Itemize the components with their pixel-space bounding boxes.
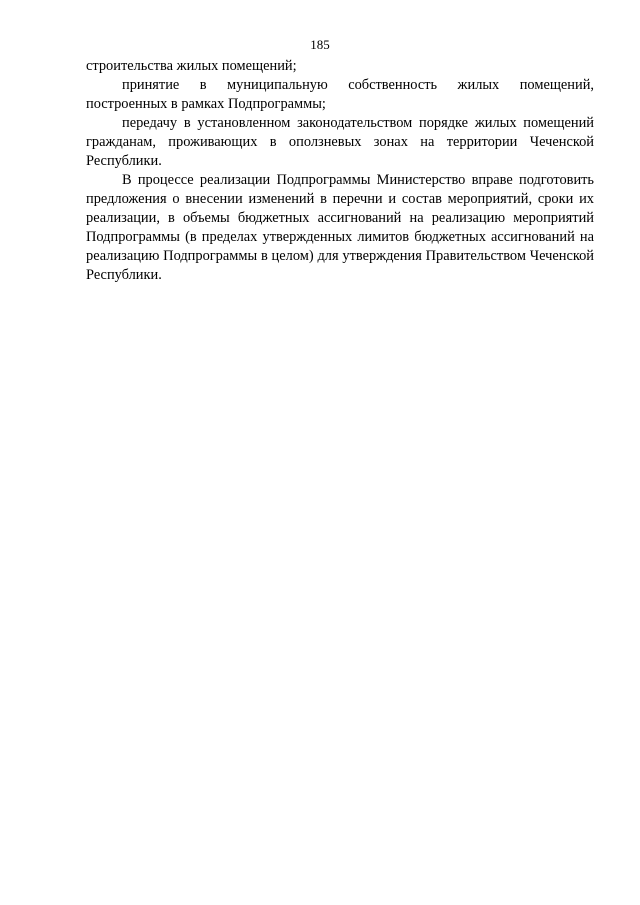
document-body bbox=[86, 57, 594, 285]
paragraph-municipal-ownership: принятие в муниципальную собственность жилых помещений, построенных в рамках Подпрограммы; bbox=[86, 77, 594, 112]
paragraph-housing-transfer: передачу в установленном законодательством порядке жилых помещений гражданам, проживающих в оползневых зонах на территории Чеченской Республики. bbox=[86, 115, 594, 169]
paragraph-ministry-proposals: В процессе реализации Подпрограммы Министерство вправе подготовить предложения о внесении изменений в перечни и состав мероприятий, сроки их реализации, в объемы бюджетных ассигнований на реализацию мероприятий Подпрограммы (в пределах утвержденных лимитов бюджетных ассигнований на реализацию Подпрограммы в целом) для утверждения Правительством Чеченской Республики. bbox=[86, 172, 594, 283]
page-number: 185 bbox=[310, 37, 330, 52]
paragraph-continuation: строительства жилых помещений; bbox=[86, 58, 297, 74]
